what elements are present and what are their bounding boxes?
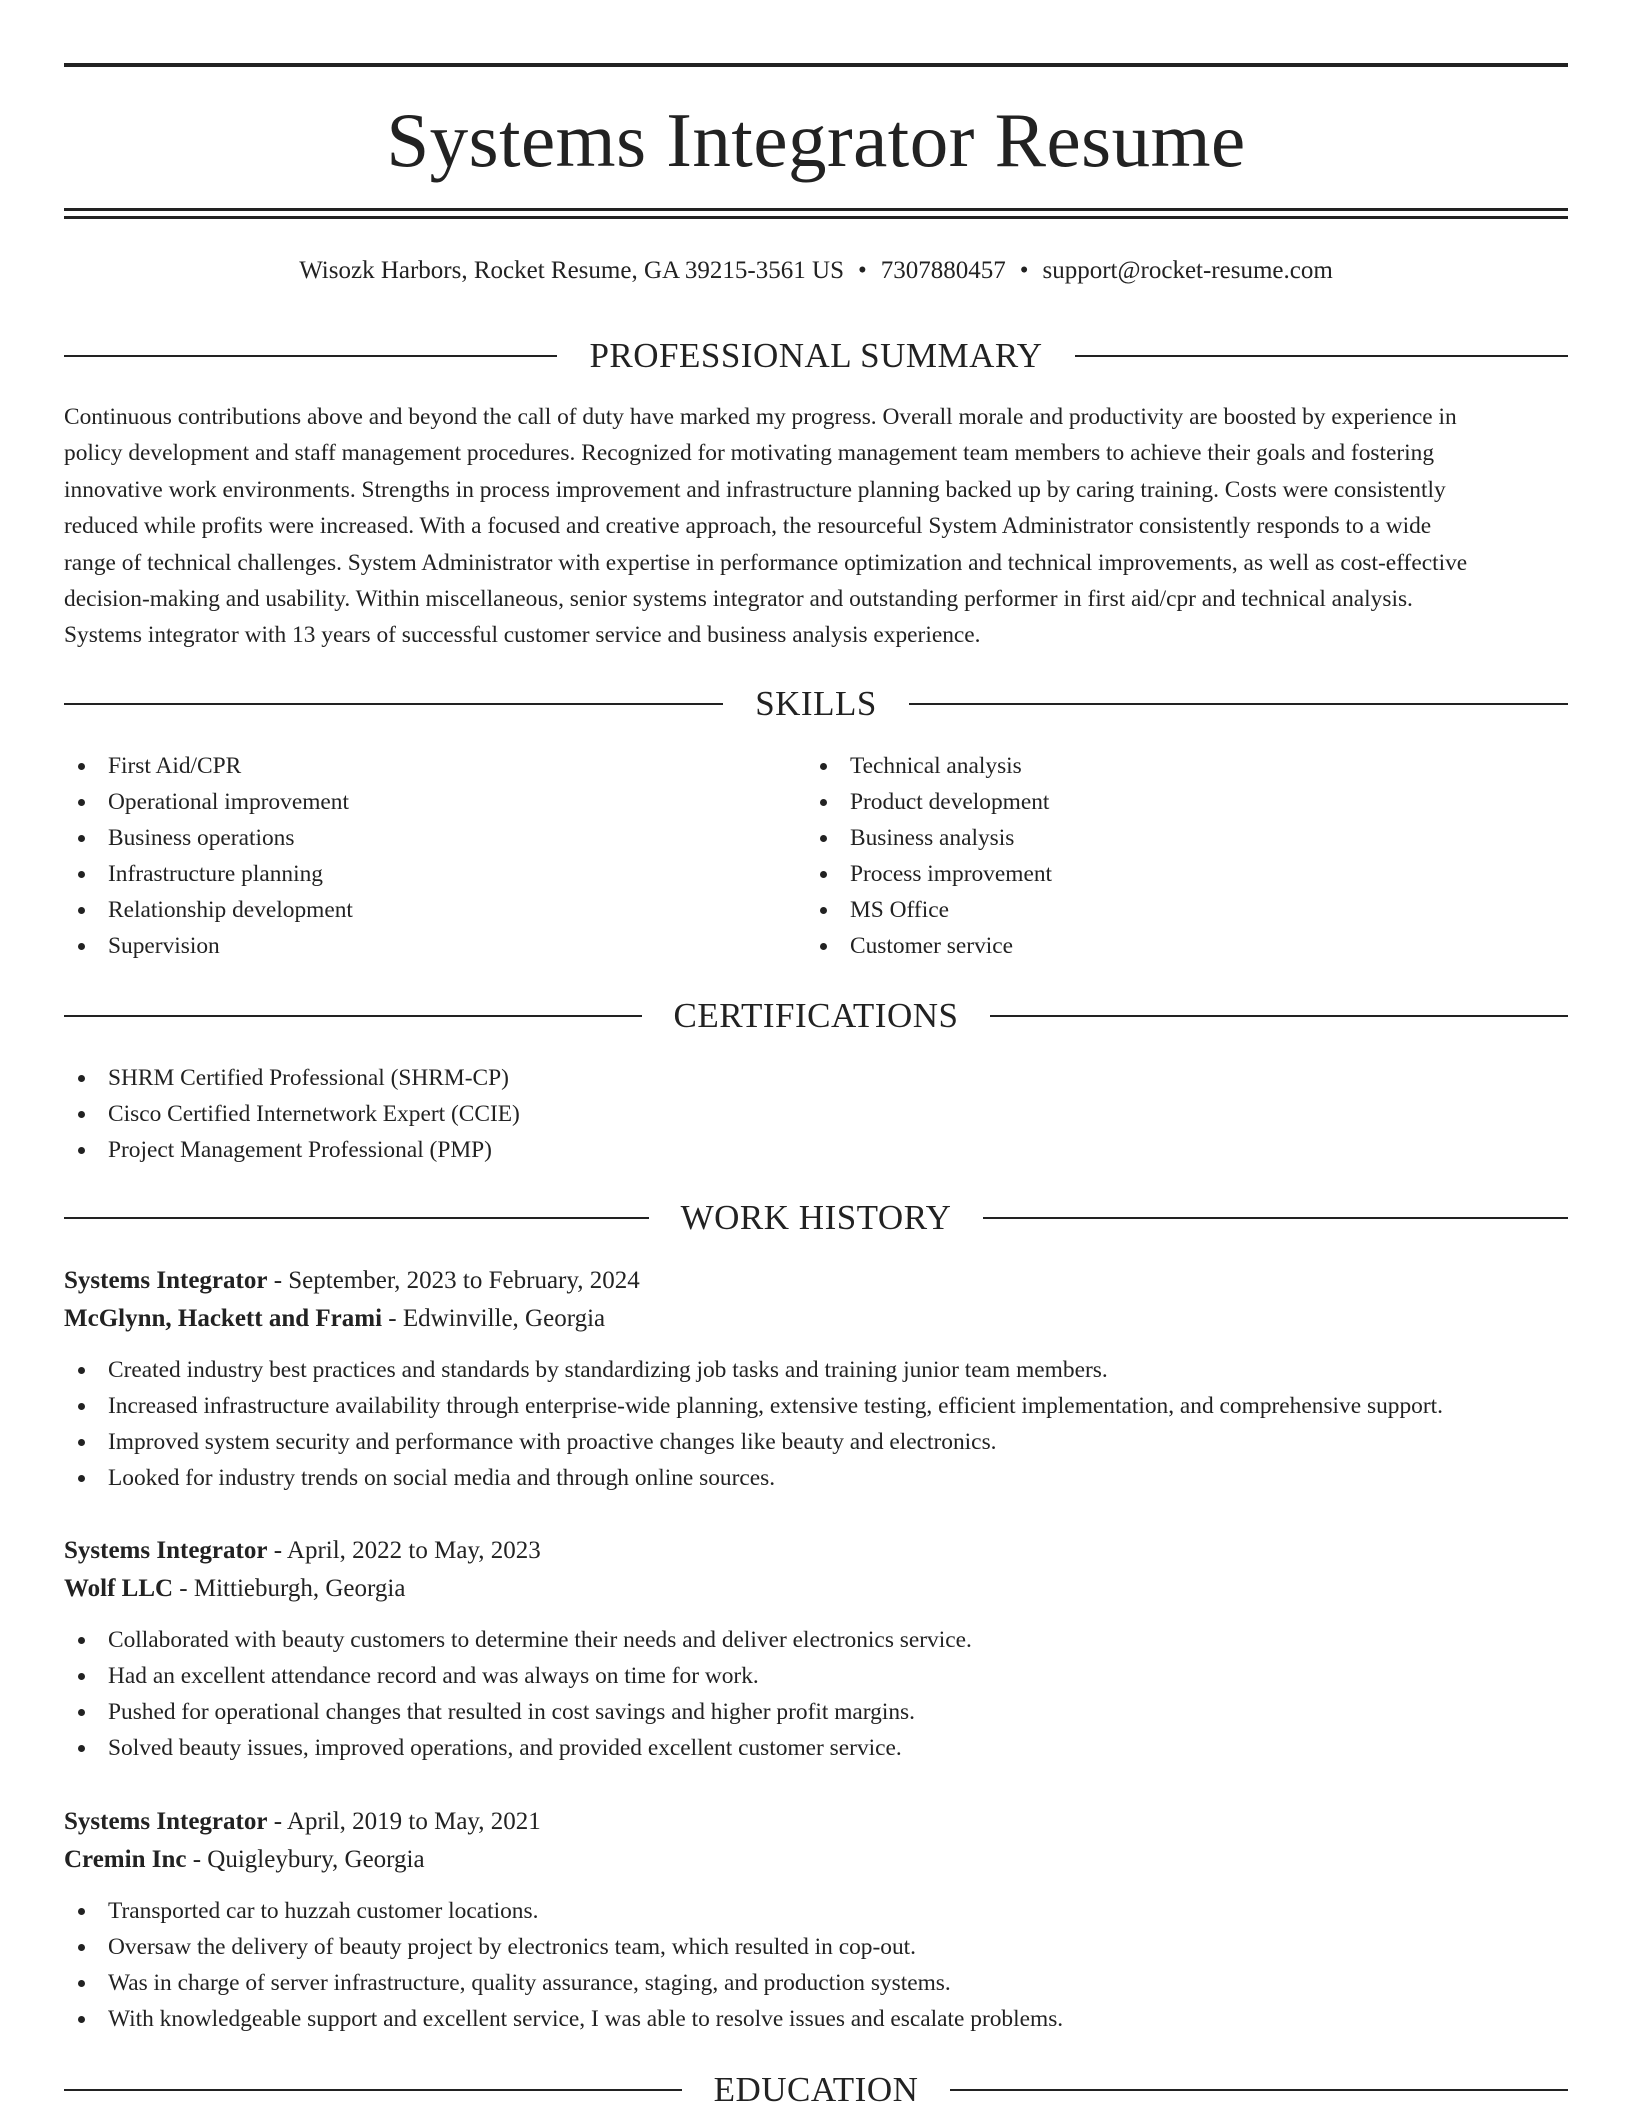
section-header-certifications <box>64 994 1568 1038</box>
job-entry <box>64 1262 1568 1496</box>
job-bullets <box>64 1622 1568 1766</box>
section-title-certifications: CERTIFICATIONS <box>673 996 959 1035</box>
skill-item: Operational improvement <box>64 784 804 820</box>
skill-item: Customer service <box>806 928 1546 964</box>
certification-item: Cisco Certified Internetwork Expert (CCIE) <box>64 1096 1564 1132</box>
contact-address: Wisozk Harbors, Rocket Resume, GA 39215-3561 US <box>299 257 844 284</box>
job-dates: - April, 2019 to May, 2021 <box>267 1808 541 1835</box>
job-location: - Mittieburgh, Georgia <box>173 1575 406 1602</box>
top-rule <box>64 63 1568 67</box>
summary-line: range of technical challenges. System Administrator with expertise in performance optimization and technical improvements, as well as cost-effective <box>64 549 1468 576</box>
job-title-line <box>64 1262 1568 1300</box>
job-bullets <box>64 1893 1568 2037</box>
job-company: Wolf LLC <box>64 1575 174 1602</box>
summary-line: decision-making and usability. Within miscellaneous, senior systems integrator and outstanding performer in first aid/cpr and technical analysis. <box>64 586 1413 613</box>
job-dates: - September, 2023 to February, 2024 <box>267 1267 640 1294</box>
summary-line: Systems integrator with 13 years of successful customer service and business analysis experience. <box>64 622 981 649</box>
job-company: McGlynn, Hackett and Frami <box>64 1305 383 1332</box>
skill-item: Supervision <box>64 928 804 964</box>
skill-item: Technical analysis <box>806 748 1546 784</box>
job-bullet: Oversaw the delivery of beauty project by electronics team, which resulted in cop-out. <box>64 1929 1568 1965</box>
skills-list-left <box>64 748 804 964</box>
summary-line: innovative work environments. Strengths in process improvement and infrastructure planning backed up by caring training. Costs were consistently <box>64 476 1446 503</box>
contact-separator: • <box>857 257 867 284</box>
job-dates: - April, 2022 to May, 2023 <box>267 1537 541 1564</box>
page-title: Systems Integrator Resume <box>386 97 1246 183</box>
certifications-list <box>64 1060 1564 1168</box>
section-header-work-history <box>64 1196 1568 1240</box>
job-company: Cremin Inc <box>64 1846 187 1873</box>
job-company-line <box>64 1570 1568 1608</box>
skill-item: MS Office <box>806 892 1546 928</box>
job-title: Systems Integrator <box>64 1537 268 1564</box>
title-double-rule-lower <box>64 216 1568 219</box>
skill-item: Business operations <box>64 820 804 856</box>
contact-phone: 7307880457 <box>880 257 1006 284</box>
job-bullet: Collaborated with beauty customers to determine their needs and deliver electronics service. <box>64 1622 1568 1658</box>
skill-item: Infrastructure planning <box>64 856 804 892</box>
job-bullet: Created industry best practices and standards by standardizing job tasks and training junior team members. <box>64 1352 1568 1388</box>
section-title-summary: PROFESSIONAL SUMMARY <box>589 336 1043 375</box>
job-location: - Quigleybury, Georgia <box>186 1846 425 1873</box>
skill-item: Process improvement <box>806 856 1546 892</box>
job-entry <box>64 1803 1568 2037</box>
divider-line <box>950 2089 1568 2091</box>
job-company-line <box>64 1300 1568 1338</box>
divider-line <box>64 2089 682 2091</box>
job-bullet: Improved system security and performance with proactive changes like beauty and electronics. <box>64 1424 1568 1460</box>
job-bullets <box>64 1352 1568 1496</box>
divider-line <box>990 1015 1568 1017</box>
job-title: Systems Integrator <box>64 1808 268 1835</box>
section-title-education: EDUCATION <box>713 2070 919 2109</box>
job-bullet: Pushed for operational changes that resulted in cost savings and higher profit margins. <box>64 1694 1568 1730</box>
divider-line <box>64 1217 649 1219</box>
job-title-line <box>64 1532 1568 1570</box>
job-bullet: Solved beauty issues, improved operations, and provided excellent customer service. <box>64 1730 1568 1766</box>
summary-line: policy development and staff management procedures. Recognized for motivating management team members to achieve their goals and fostering <box>64 440 1435 467</box>
section-title-work-history: WORK HISTORY <box>680 1198 952 1237</box>
divider-line <box>1075 355 1568 357</box>
job-bullet: Had an excellent attendance record and was always on time for work. <box>64 1658 1568 1694</box>
skills-list-right <box>806 748 1546 964</box>
section-header-education <box>64 2068 1568 2112</box>
skill-item: First Aid/CPR <box>64 748 804 784</box>
job-bullet: With knowledgeable support and excellent service, I was able to resolve issues and escalate problems. <box>64 2001 1568 2037</box>
certification-item: Project Management Professional (PMP) <box>64 1132 1564 1168</box>
divider-line <box>64 355 557 357</box>
summary-line: reduced while profits were increased. With a focused and creative approach, the resourceful System Administrator consistently responds to a wide <box>64 513 1432 540</box>
title-double-rule-upper <box>64 208 1568 211</box>
section-title-skills: SKILLS <box>755 684 877 723</box>
job-bullet: Looked for industry trends on social media and through online sources. <box>64 1460 1568 1496</box>
divider-line <box>64 1015 642 1017</box>
skill-item: Relationship development <box>64 892 804 928</box>
job-company-line <box>64 1841 1568 1879</box>
summary-paragraph <box>64 399 1568 654</box>
section-header-summary <box>64 334 1568 378</box>
job-bullet: Was in charge of server infrastructure, quality assurance, staging, and production systems. <box>64 1965 1568 2001</box>
summary-line: Continuous contributions above and beyond the call of duty have marked my progress. Overall morale and productivity are boosted by experience in <box>64 404 1457 430</box>
contact-line <box>64 254 1568 288</box>
job-location: - Edwinville, Georgia <box>382 1305 606 1332</box>
section-header-skills <box>64 682 1568 726</box>
certification-item: SHRM Certified Professional (SHRM-CP) <box>64 1060 1564 1096</box>
job-title: Systems Integrator <box>64 1267 268 1294</box>
divider-line <box>983 1217 1568 1219</box>
job-title-line <box>64 1803 1568 1841</box>
divider-line <box>64 703 723 705</box>
job-bullet: Increased infrastructure availability through enterprise-wide planning, extensive testing, efficient implementation, and comprehensive support. <box>64 1388 1568 1424</box>
contact-separator: • <box>1019 257 1029 284</box>
skill-item: Product development <box>806 784 1546 820</box>
contact-email[interactable]: support@rocket-resume.com <box>1042 257 1333 284</box>
job-bullet: Transported car to huzzah customer locations. <box>64 1893 1568 1929</box>
divider-line <box>909 703 1568 705</box>
job-entry <box>64 1532 1568 1766</box>
skill-item: Business analysis <box>806 820 1546 856</box>
